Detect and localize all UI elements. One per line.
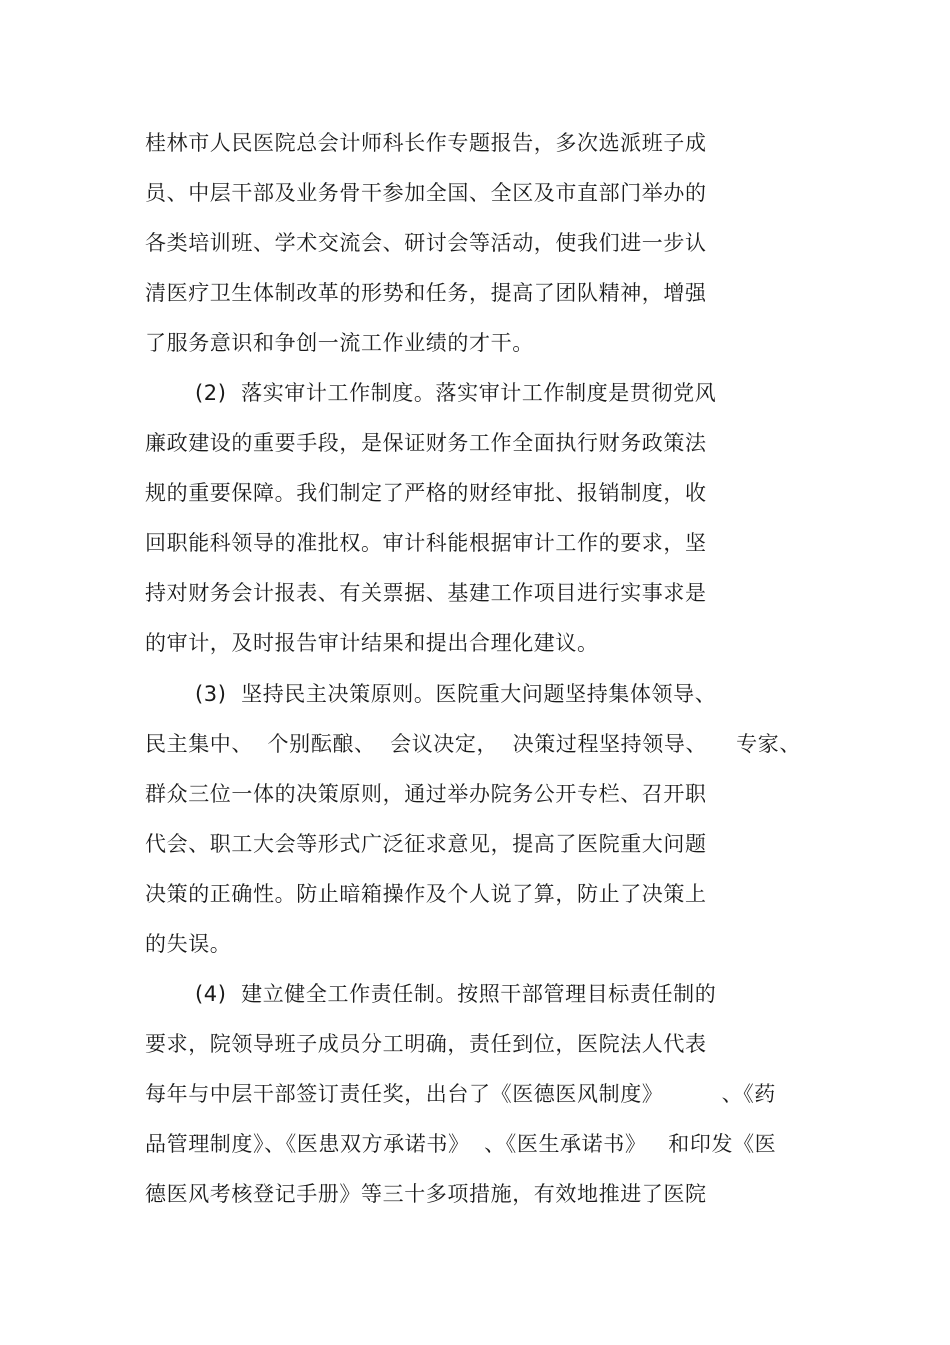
text-line: 持对财务会计报表、有关票据、基建工作项目进行实事求是 (145, 581, 707, 605)
text-line: 代会、职工大会等形式广泛征求意见，提高了医院重大问题 (145, 832, 707, 856)
text-line: 的审计，及时报告审计结果和提出合理化建议。 (145, 631, 599, 655)
text-line: 决策的正确性。防止暗箱操作及个人说了算，防止了决策上 (145, 882, 707, 906)
text-line: 了服务意识和争创一流工作业绩的才干。 (145, 331, 534, 355)
text-line: 品管理制度》、《医患双方承诺书》 、《医生承诺书》 和印发《医 (145, 1132, 777, 1156)
text-line: 廉政建设的重要手段，是保证财务工作全面执行财务政策法 (145, 431, 707, 455)
text-line: 的失误。 (145, 932, 232, 956)
text-line: 群众三位一体的决策原则，通过举办院务公开专栏、召开职 (145, 782, 707, 806)
paragraph-4-start: (4) 建立健全工作责任制。按照干部管理目标责任制的 (195, 982, 717, 1006)
text-line: 规的重要保障。我们制定了严格的财经审批、报销制度，收 (145, 481, 707, 505)
text-line: 民主集中、 个别酝酿、 会议决定， 决策过程坚持领导、 专家、 (145, 732, 801, 756)
text-line: 各类培训班、学术交流会、研讨会等活动，使我们进一步认 (145, 231, 707, 255)
paragraph-3-start: (3) 坚持民主决策原则。医院重大问题坚持集体领导、 (195, 682, 717, 706)
text-line: 桂林市人民医院总会计师科长作专题报告，多次选派班子成 (145, 131, 707, 155)
text-line: 每年与中层干部签订责任奖，出台了《医德医风制度》 、《药 (145, 1082, 776, 1106)
text-line: 清医疗卫生体制改革的形势和任务，提高了团队精神，增强 (145, 281, 707, 305)
text-line: 回职能科领导的准批权。审计科能根据审计工作的要求，坚 (145, 531, 707, 555)
text-line: 要求，院领导班子成员分工明确，责任到位，医院法人代表 (145, 1032, 707, 1056)
text-line: 德医风考核登记手册》等三十多项措施，有效地推进了医院 (145, 1182, 707, 1206)
text-line: 员、中层干部及业务骨干参加全国、全区及市直部门举办的 (145, 181, 707, 205)
paragraph-2-start: (2) 落实审计工作制度。落实审计工作制度是贯彻党风 (195, 381, 717, 405)
